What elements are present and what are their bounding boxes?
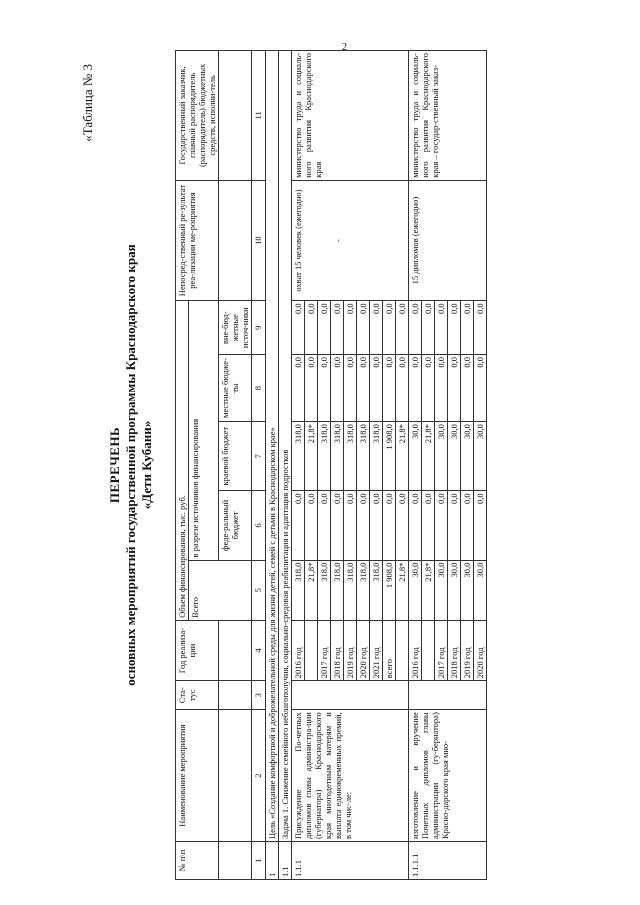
table-row bbox=[292, 51, 305, 880]
task-row bbox=[279, 51, 292, 880]
extra-cell: 0,0 bbox=[383, 301, 396, 355]
year-cell: 2019 год bbox=[461, 620, 474, 680]
year-cell: 2018 год bbox=[331, 620, 344, 680]
col-number: 7 bbox=[252, 422, 266, 491]
extra-cell: 0,0 bbox=[344, 301, 357, 355]
total-cell: 318,0 bbox=[318, 560, 331, 620]
local-cell: 0,0 bbox=[435, 355, 448, 422]
table-label: «Таблица № 3 bbox=[80, 64, 95, 142]
extra-cell: 0,0 bbox=[318, 301, 331, 355]
program-name: «Дети Кубани» bbox=[139, 420, 154, 510]
regional-cell: 318,0 bbox=[292, 422, 305, 491]
item-result bbox=[409, 180, 487, 301]
total-cell: 318,0 bbox=[344, 560, 357, 620]
extra-cell: 0,0 bbox=[422, 301, 435, 355]
header-local: местные бюдже-ты bbox=[219, 355, 252, 422]
item-num: 1.1.1 bbox=[292, 842, 409, 880]
year-cell bbox=[305, 620, 318, 680]
goal-row bbox=[266, 51, 279, 880]
extra-cell: 0,0 bbox=[435, 301, 448, 355]
col-number: 1 bbox=[252, 842, 266, 880]
result-text: 15 дипломов (ежегодно) bbox=[410, 196, 420, 285]
header-by-sources: в разрезе источников финансирования bbox=[189, 301, 219, 560]
col-number: 3 bbox=[252, 681, 266, 710]
extra-cell: 0,0 bbox=[292, 301, 305, 355]
document-title: ПЕРЕЧЕНЬ bbox=[107, 426, 122, 504]
extra-cell: 0,0 bbox=[331, 301, 344, 355]
extra-cell: 0,0 bbox=[474, 301, 487, 355]
extra-cell: 0,0 bbox=[357, 301, 370, 355]
task-num: 1.1 bbox=[279, 842, 292, 880]
total-cell: 318,0 bbox=[292, 560, 305, 620]
extra-cell: 0,0 bbox=[370, 301, 383, 355]
regional-cell: 30,0 bbox=[474, 422, 487, 491]
federal-cell: 0,0 bbox=[461, 491, 474, 560]
header-result: Непосред-ственный ре-зультат реа-лизации ме-роприятия bbox=[176, 180, 219, 301]
column-numbers-row bbox=[252, 51, 266, 880]
regional-cell: 30,0 bbox=[409, 422, 422, 491]
measures-table bbox=[175, 50, 487, 880]
header-volume: Объем финансирования, тыс. руб. bbox=[176, 301, 189, 621]
local-cell: 0,0 bbox=[305, 355, 318, 422]
total-cell: 30,0 bbox=[409, 560, 422, 620]
federal-cell: 0,0 bbox=[448, 491, 461, 560]
regional-cell: 30,0 bbox=[461, 422, 474, 491]
regional-cell: 21,8* bbox=[396, 422, 409, 491]
local-cell: 0,0 bbox=[396, 355, 409, 422]
year-cell: 2016 год bbox=[292, 620, 305, 680]
col-number: 9 bbox=[252, 301, 266, 355]
year-cell: 2020 год bbox=[474, 620, 487, 680]
regional-cell: 318,0 bbox=[331, 422, 344, 491]
federal-cell: 0,0 bbox=[305, 491, 318, 560]
item-customer: министерство труда и социаль-ного развития Краснодарского края – государ-ственный заказ- bbox=[409, 51, 487, 181]
federal-cell: 0,0 bbox=[357, 491, 370, 560]
federal-cell: 0,0 bbox=[292, 491, 305, 560]
year-cell bbox=[422, 620, 435, 680]
total-cell: 30,0 bbox=[448, 560, 461, 620]
col-number: 5 bbox=[252, 560, 266, 620]
federal-cell: 0,0 bbox=[344, 491, 357, 560]
local-cell: 0,0 bbox=[370, 355, 383, 422]
header-customer: Государственный заказчик, главный распорядитель (распорядитель) бюджетных средств, исполни-тель bbox=[176, 51, 219, 181]
regional-cell: 318,0 bbox=[318, 422, 331, 491]
year-cell: 2016 год bbox=[409, 620, 422, 680]
regional-cell: 21,8* bbox=[422, 422, 435, 491]
total-cell: 21,8* bbox=[396, 560, 409, 620]
regional-cell: 21,8* bbox=[305, 422, 318, 491]
total-cell: 30,0 bbox=[461, 560, 474, 620]
item-status bbox=[409, 681, 487, 710]
regional-cell: 1 908,0 bbox=[383, 422, 396, 491]
col-number: 10 bbox=[252, 180, 266, 301]
page-number: 2 bbox=[342, 42, 347, 53]
local-cell: 0,0 bbox=[292, 355, 305, 422]
year-cell: 2019 год bbox=[344, 620, 357, 680]
col-number: 2 bbox=[252, 710, 266, 842]
year-cell bbox=[396, 620, 409, 680]
regional-cell: 30,0 bbox=[448, 422, 461, 491]
header-status: Ста-тус bbox=[176, 681, 219, 710]
total-cell: 21,8* bbox=[422, 560, 435, 620]
year-cell: всего bbox=[383, 620, 396, 680]
federal-cell: 0,0 bbox=[474, 491, 487, 560]
table-row bbox=[409, 51, 422, 880]
federal-cell: 0,0 bbox=[396, 491, 409, 560]
item-num: 1.1.1.1 bbox=[409, 842, 487, 880]
local-cell: 0,0 bbox=[344, 355, 357, 422]
task-text: Задача 1. Снижение семейного неблагополучия, социально-средовая реабилитация и адаптация подростков bbox=[279, 51, 292, 842]
rotated-page-content bbox=[62, 50, 622, 880]
total-cell: 1 908,0 bbox=[383, 560, 396, 620]
year-cell: 2017 год bbox=[435, 620, 448, 680]
col-number: 11 bbox=[252, 51, 266, 181]
federal-cell: 0,0 bbox=[383, 491, 396, 560]
regional-cell: 318,0 bbox=[344, 422, 357, 491]
header-row-sources bbox=[219, 51, 252, 880]
year-cell: 2020 год bbox=[357, 620, 370, 680]
local-cell: 0,0 bbox=[383, 355, 396, 422]
header-federal: феде-ральный бюджет bbox=[219, 491, 252, 560]
item-name: Присуждение По-четных дипломов главы администра-ции (губернатора) Краснодарского края многодетным матерям и выплата единовременных премий, в том чис-ле: bbox=[292, 710, 409, 842]
total-cell: 318,0 bbox=[370, 560, 383, 620]
total-cell: 30,0 bbox=[474, 560, 487, 620]
extra-cell: 0,0 bbox=[409, 301, 422, 355]
year-cell: 2017 год bbox=[318, 620, 331, 680]
total-cell: 30,0 bbox=[435, 560, 448, 620]
goal-num: 1 bbox=[266, 842, 279, 880]
col-number: 6 bbox=[252, 491, 266, 560]
header-extra: вне-бюд-жетные источ-ники bbox=[219, 301, 252, 355]
goal-text: Цель «Создание комфортной и доброжелательной среды для жизни детей, семей с детьми в Краснодарском крае» bbox=[266, 51, 279, 842]
local-cell: 0,0 bbox=[474, 355, 487, 422]
item-result bbox=[292, 180, 409, 301]
extra-cell: 0,0 bbox=[396, 301, 409, 355]
header-row bbox=[176, 51, 189, 880]
result-text: охват 15 человек (ежегодно) bbox=[293, 189, 303, 292]
header-num: № п\п bbox=[176, 842, 219, 880]
header-regional: краевой бюджет bbox=[219, 422, 252, 491]
result-dash: - bbox=[333, 239, 343, 242]
item-status bbox=[292, 681, 409, 710]
total-cell: 318,0 bbox=[357, 560, 370, 620]
col-number: 8 bbox=[252, 355, 266, 422]
local-cell: 0,0 bbox=[331, 355, 344, 422]
total-cell: 318,0 bbox=[331, 560, 344, 620]
local-cell: 0,0 bbox=[422, 355, 435, 422]
extra-cell: 0,0 bbox=[461, 301, 474, 355]
item-customer: министерство труда и социаль-ного развития Краснодарского края bbox=[292, 51, 409, 181]
local-cell: 0,0 bbox=[461, 355, 474, 422]
local-cell: 0,0 bbox=[357, 355, 370, 422]
header-total: Всего bbox=[189, 560, 252, 620]
year-cell: 2021 год bbox=[370, 620, 383, 680]
federal-cell: 0,0 bbox=[422, 491, 435, 560]
col-number: 4 bbox=[252, 620, 266, 680]
federal-cell: 0,0 bbox=[435, 491, 448, 560]
federal-cell: 0,0 bbox=[370, 491, 383, 560]
header-year: Год реализа-ции bbox=[176, 620, 219, 680]
extra-cell: 0,0 bbox=[305, 301, 318, 355]
regional-cell: 318,0 bbox=[357, 422, 370, 491]
header-name: Наименование мероприятия bbox=[176, 710, 219, 842]
local-cell: 0,0 bbox=[318, 355, 331, 422]
document-subtitle: основных мероприятий государственной программы Краснодарского края bbox=[123, 244, 138, 686]
regional-cell: 318,0 bbox=[370, 422, 383, 491]
local-cell: 0,0 bbox=[448, 355, 461, 422]
total-cell: 21,8* bbox=[305, 560, 318, 620]
extra-cell: 0,0 bbox=[448, 301, 461, 355]
local-cell: 0,0 bbox=[409, 355, 422, 422]
document-heading bbox=[107, 50, 155, 880]
federal-cell: 0,0 bbox=[318, 491, 331, 560]
regional-cell: 30,0 bbox=[435, 422, 448, 491]
federal-cell: 0,0 bbox=[409, 491, 422, 560]
year-cell: 2018 год bbox=[448, 620, 461, 680]
item-name: изготовление и вручение Почетных дипломов главы администрации (гу-бернатора) Красно-дарского края мно- bbox=[409, 710, 487, 842]
federal-cell: 0,0 bbox=[331, 491, 344, 560]
